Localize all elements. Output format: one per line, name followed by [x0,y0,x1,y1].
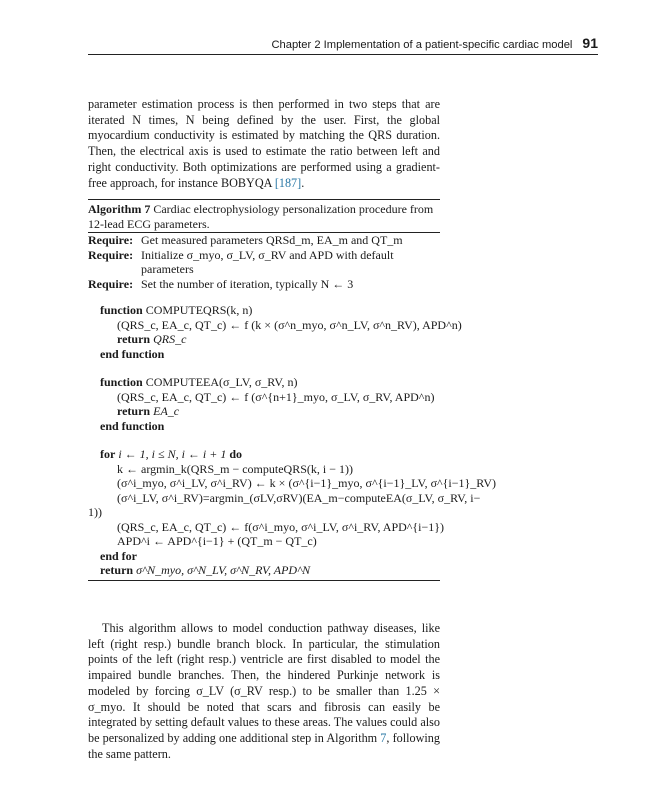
running-header [88,35,598,55]
final-return: return σ^N_myo, σ^N_LV, σ^N_RV, APD^N [100,563,311,577]
running-title: Chapter 2 Implementation of a patient-specific cardiac model [271,39,573,51]
require-line: Require: Set the number of iteration, typically N ← 3 [88,276,354,291]
for-loop-header: for i ← 1, i ≤ N, i ← i + 1 do [100,447,243,461]
algorithm-line: (QRS_c, EA_c, QT_c) ← f (k × (σ^n_myo, σ^n_LV, σ^n_RV), APD^n) [117,317,462,332]
citation-link[interactable]: [187] [274,175,302,190]
require-text: Initialize σ_myo, σ_LV, σ_RV and APD with default parameters [141,247,394,276]
algorithm-ref-link[interactable]: 7 [380,730,387,745]
require-line: Require: Initialize σ_myo, σ_LV, σ_RV and APD with default parameters [88,247,394,276]
intro-end: . [301,175,305,190]
algorithm-title: Cardiac electrophysiology personalization procedure from 12-lead ECG parameters. [88,202,434,231]
end-function: end function [100,418,165,433]
function-name: COMPUTEEA(σ_LV, σ_RV, n) [145,375,298,389]
algorithm-line: k ← argmin_k(QRS_m − computeQRS(k, i − 1)) [117,461,353,476]
require-text: Get measured parameters QRSd_m, EA_m and QT_m [141,233,403,247]
function-header: function COMPUTEEA(σ_LV, σ_RV, n) [100,375,298,389]
algorithm-box [88,199,496,581]
function-name: COMPUTEQRS(k, n) [145,303,253,317]
algorithm-line: (QRS_c, EA_c, QT_c) ← f (σ^{n+1}_myo, σ_LV, σ_RV, APD^n) [117,389,435,404]
algorithm-caption [88,199,440,233]
algorithm-label: Algorithm 7 [88,202,151,216]
end-function: end function [100,346,165,361]
outro-end: , following the same pattern. [88,730,440,761]
intro-paragraph [88,97,440,191]
algorithm-line: (σ^i_myo, σ^i_LV, σ^i_RV) ← k × (σ^{i−1}_myo, σ^{i−1}_LV, σ^{i−1}_RV) [117,476,496,490]
function-header: function COMPUTEQRS(k, n) [100,303,253,317]
return-line: return QRS_c [117,332,187,346]
require-line: Require: Get measured parameters QRSd_m, EA_m and QT_m [88,233,403,247]
end-for: end for [100,548,137,563]
algorithm-line: (σ^i_LV, σ^i_RV)=argmin_(σLV,σRV)(EA_m−computeEA(σ_LV, σ_RV, i− [117,490,481,505]
require-text: Set the number of iteration, typically N ← 3 [141,276,354,291]
page-number: 91 [582,35,598,51]
algorithm-line: APD^i ← APD^{i−1} + (QT_m − QT_c) [117,534,317,548]
outro-paragraph [88,621,440,762]
intro-text: parameter estimation process is then performed in two steps that are iterated N times, N being defined by the user. First, the global myocardium conductivity is estimated by matching the QRS duration. Then, the electrical axis is used to estimate the ratio between left and right conductivity. Both optimizations are performed using a gradient-free approach, for instance BOBYQA [88,97,440,190]
outro-text: This algorithm allows to model conduction pathway diseases, like left (right resp.) bundle branch block. In particular, the stimulation points of the left (right resp.) ventricle are first disabled to model the impaired bundle branches. Then, the hindered Purkinje network is modeled by forcing σ_LV (σ_RV resp.) to be smaller than 1.25 × σ_myo. It should be noted that scars and fibrosis can easily be integrated by setting default values to these areas. The values could also be personalized by adding one additional step in Algorithm [88,621,440,745]
algorithm-line-continued: 1)) [88,505,102,519]
algorithm-bottom-rule [88,580,440,581]
algorithm-line: (QRS_c, EA_c, QT_c) ← f(σ^i_myo, σ^i_LV, σ^i_RV, APD^{i−1}) [117,519,445,534]
return-line: return EA_c [117,404,180,418]
